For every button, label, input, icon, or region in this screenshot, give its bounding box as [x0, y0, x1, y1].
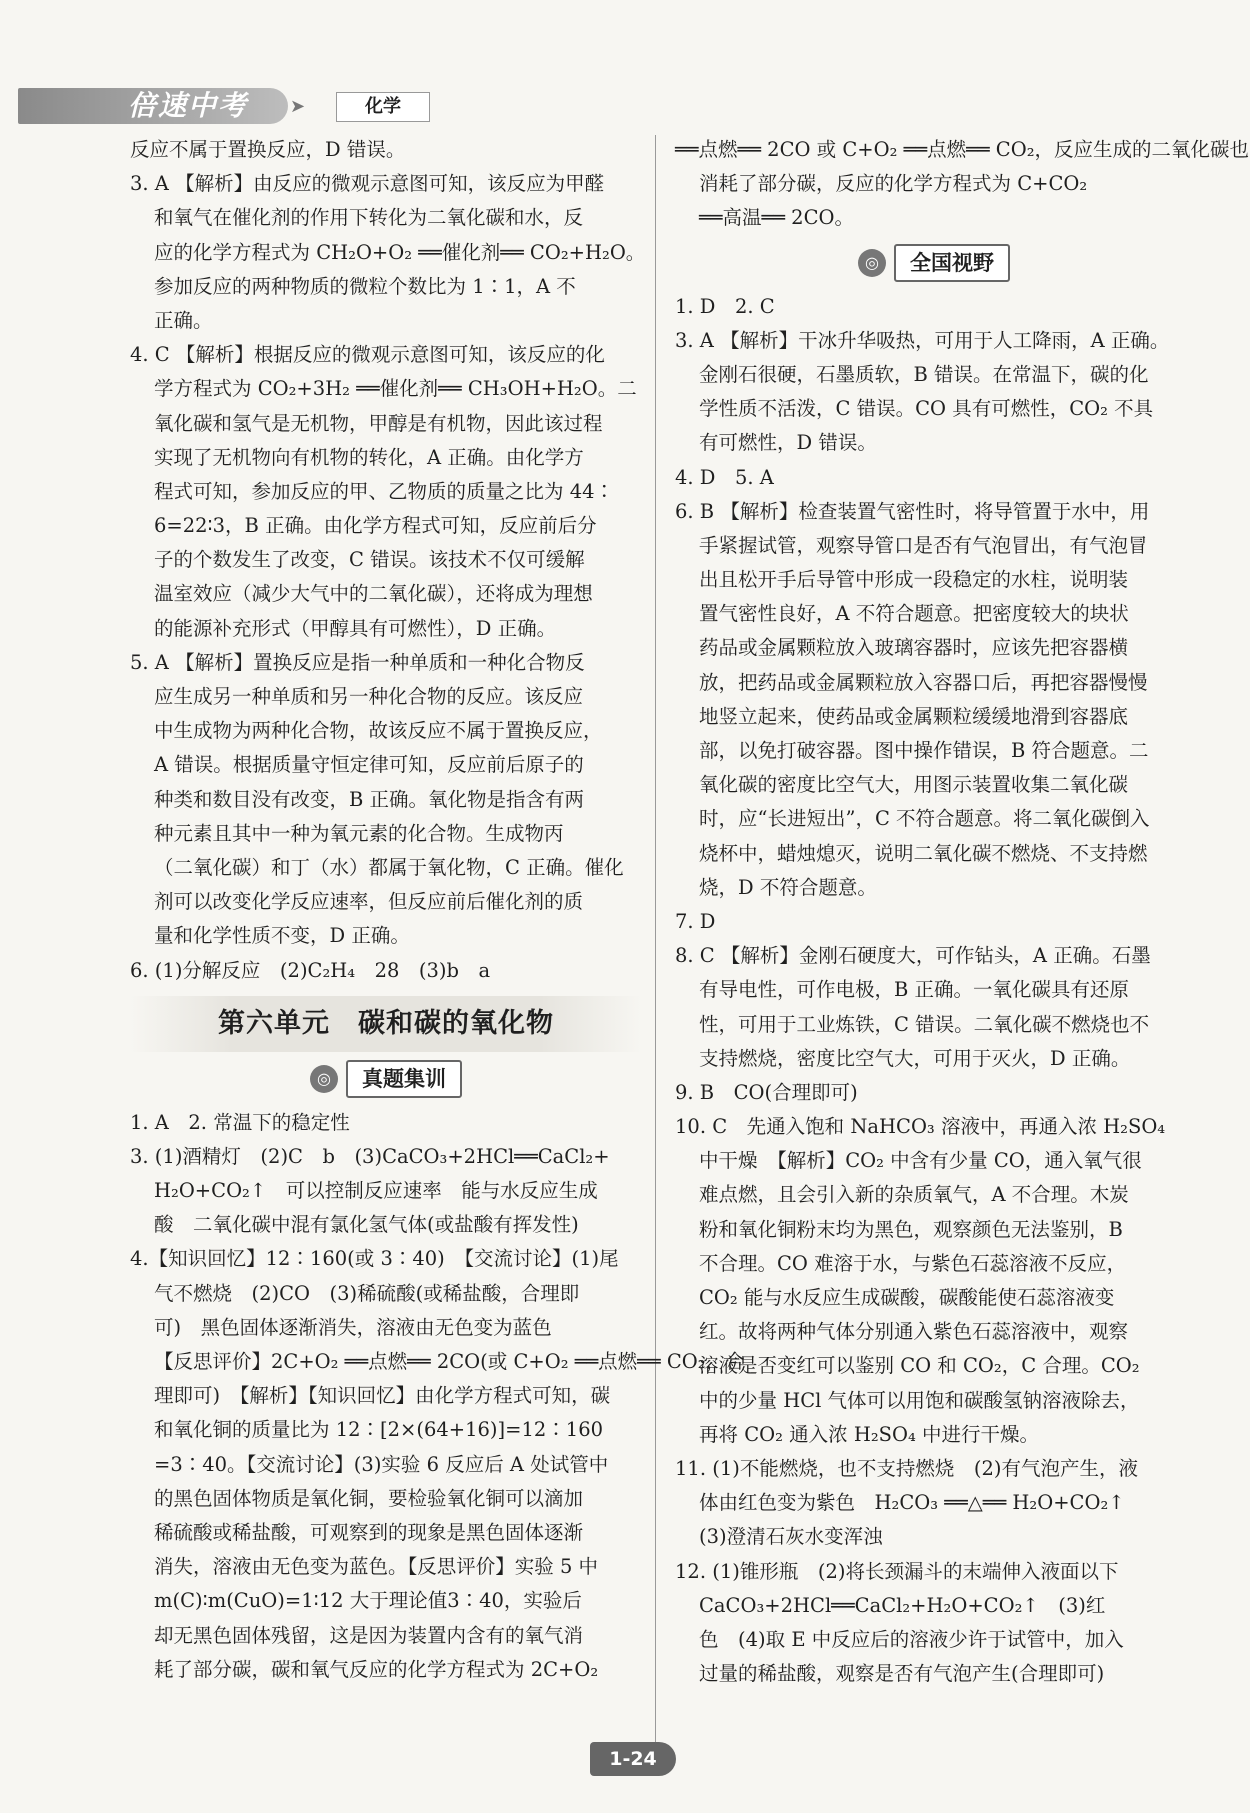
text-line: 学方程式为 CO₂+3H₂ ══催化剂══ CH₃OH+H₂O。二: [154, 377, 637, 401]
text-line: 稀硫酸或稀盐酸，可观察到的现象是黑色固体逐渐: [154, 1520, 584, 1544]
text-line: 地竖立起来，使药品或金属颗粒缓缓地滑到容器底: [699, 704, 1129, 728]
text-line: 色 (4)取 E 中反应后的溶液少许于试管中，加入: [699, 1627, 1124, 1651]
text-line: 支持燃烧，密度比空气大，可用于灭火，D 正确。: [699, 1046, 1131, 1070]
right-answers-continued: [675, 133, 1250, 236]
text-line: A 错误。根据质量守恒定律可知，反应前后原子的: [154, 753, 584, 777]
text-line: 可) 黑色固体逐渐消失，溶液由无色变为蓝色: [154, 1315, 552, 1339]
text-line: 体由红色变为紫色 H₂CO₃ ══△══ H₂O+CO₂↑: [699, 1491, 1125, 1515]
text-line: 应生成另一种单质和另一种化合物的反应。该反应: [154, 685, 584, 708]
text-line: (3)澄清石灰水变浑浊: [699, 1525, 883, 1549]
text-line: 消耗了部分碳，反应的化学方程式为 C+CO₂: [699, 172, 1088, 196]
text-line: 6. B 【解析】检查装置气密性时，将导管置于水中，用: [675, 499, 1150, 523]
text-line: H₂O+CO₂↑ 可以控制反应速率 能与水反应生成: [154, 1179, 598, 1203]
unit-title: 第六单元 碳和碳的氧化物: [130, 996, 642, 1052]
text-line: 粉和氧化铜粉末均为黑色，观察颜色无法鉴别，B: [699, 1217, 1123, 1241]
text-line: 难点燃，且会引入新的杂质氧气，A 不合理。木炭: [699, 1183, 1129, 1207]
text-line: 9. B CO(合理即可): [675, 1080, 858, 1104]
section-icon: ◎: [310, 1065, 338, 1093]
text-line: 4. D 5. A: [675, 465, 774, 489]
text-line: 6=22∶3，B 正确。由化学方程式可知，反应前后分: [154, 514, 597, 538]
text-line: 种类和数目没有改变，B 正确。氧化物是指含有两: [154, 787, 585, 811]
right-column: [675, 133, 1250, 1691]
brand-logo: 倍速中考: [18, 88, 288, 124]
left-answers: [130, 133, 646, 988]
text-line: 过量的稀盐酸，观察是否有气泡产生(合理即可): [699, 1662, 1105, 1686]
text-line: 6. (1)分解反应 (2)C₂H₄ 28 (3)b a: [130, 958, 491, 982]
text-line: 1. A 2. 常温下的稳定性: [130, 1110, 350, 1134]
text-line: 中的少量 HCl 气体可以用饱和碳酸氢钠溶液除去，: [699, 1388, 1140, 1412]
text-line: 和氧气在催化剂的作用下转化为二氧化碳和水，反: [154, 206, 584, 230]
text-line: 1. D 2. C: [675, 294, 775, 318]
text-line: =3∶40。【交流讨论】(3)实验 6 反应后 A 处试管中: [154, 1452, 609, 1476]
text-line: 5. A 【解析】置换反应是指一种单质和一种化合物反: [130, 650, 585, 674]
text-line: 3. (1)酒精灯 (2)C b (3)CaCO₃+2HCl══CaCl₂+: [130, 1144, 610, 1168]
text-line: 消失，溶液由无色变为蓝色。【反思评价】实验 5 中: [154, 1555, 599, 1579]
page-number: 1-24: [590, 1742, 676, 1776]
text-line: 中干燥 【解析】CO₂ 中含有少量 CO，通入氧气很: [699, 1149, 1142, 1173]
text-line: 气不燃烧 (2)CO (3)稀硫酸(或稀盐酸，合理即: [154, 1281, 580, 1305]
text-line: 有导电性，可作电极，B 正确。一氧化碳具有还原: [699, 978, 1130, 1002]
text-line: 不合理。CO 难溶于水，与紫色石蕊溶液不反应，: [699, 1251, 1127, 1275]
text-line: 时，应“长进短出”，C 不符合题意。将二氧化碳倒入: [699, 807, 1150, 831]
section-title: 真题集训: [346, 1060, 462, 1098]
text-line: 种元素且其中一种为氧元素的化合物。生成物丙: [154, 821, 564, 845]
text-line: （二氧化碳）和丁（水）都属于氧化物，C 正确。催化: [154, 855, 624, 879]
text-line: 金刚石很硬，石墨质软，B 错误。在常温下，碳的化: [699, 362, 1149, 386]
text-line: 红。故将两种气体分别通入紫色石蕊溶液中，观察: [699, 1320, 1129, 1344]
text-line: 性，可用于工业炼铁，C 错误。二氧化碳不燃烧也不: [699, 1012, 1150, 1036]
text-line: 放，把药品或金属颗粒放入容器口后，再把容器慢慢: [699, 670, 1148, 694]
page-header: [18, 88, 418, 128]
text-line: 【反思评价】2C+O₂ ══点燃══ 2CO(或 C+O₂ ══点燃══ CO₂，合: [154, 1350, 745, 1373]
text-line: 中生成物为两种化合物，故该反应不属于置换反应，: [154, 719, 603, 743]
text-line: 4.【知识回忆】12∶160(或 3∶40) 【交流讨论】(1)尾: [130, 1247, 619, 1271]
text-line: 却无黑色固体残留，这是因为装置内含有的氧气消: [154, 1623, 584, 1647]
text-line: 温室效应（减少大气中的二氧化碳），还将成为理想: [154, 582, 593, 606]
text-line: 学性质不活泼，C 错误。CO 具有可燃性，CO₂ 不具: [699, 397, 1154, 421]
text-line: 12. (1)锥形瓶 (2)将长颈漏斗的末端伸入液面以下: [675, 1559, 1119, 1583]
section-icon: ◎: [858, 249, 886, 277]
text-line: m(C)∶m(CuO)=1∶12 大于理论值3∶40，实验后: [154, 1589, 582, 1613]
text-line: 氧化碳的密度比空气大，用图示装置收集二氧化碳: [699, 773, 1129, 797]
text-line: 11. (1)不能燃烧，也不支持燃烧 (2)有气泡产生，液: [675, 1456, 1138, 1480]
text-line: 3. A 【解析】干冰升华吸热，可用于人工降雨，A 正确。: [675, 328, 1170, 352]
text-line: CaCO₃+2HCl══CaCl₂+H₂O+CO₂↑ (3)红: [699, 1593, 1106, 1617]
section-title: 全国视野: [894, 244, 1010, 282]
text-line: 部，以免打破容器。图中操作错误，B 符合题意。二: [699, 739, 1149, 762]
text-line: 量和化学性质不变，D 正确。: [154, 924, 410, 948]
text-line: CO₂ 能与水反应生成碳酸，碳酸能使石蕊溶液变: [699, 1286, 1115, 1309]
text-line: 8. C 【解析】金刚石硬度大，可作钻头，A 正确。石墨: [675, 944, 1151, 968]
text-line: 和氧化铜的质量比为 12∶[2×(64+16)]=12∶160: [154, 1418, 604, 1442]
text-line: 理即可) 【解析】【知识回忆】由化学方程式可知，碳: [154, 1384, 611, 1408]
right-answers: [675, 290, 1193, 1692]
text-line: ══高温══ 2CO。: [699, 206, 854, 230]
text-line: 耗了部分碳，碳和氧气反应的化学方程式为 2C+O₂: [154, 1657, 599, 1681]
text-line: 正确。: [154, 308, 213, 332]
text-line: 氧化碳和氢气是无机物，甲醇是有机物，因此该过程: [154, 411, 603, 435]
subject-label: 化学: [336, 92, 430, 122]
text-line: 应的化学方程式为 CH₂O+O₂ ══催化剂══ CO₂+H₂O。: [154, 240, 646, 264]
left-answers-unit6: [130, 1106, 745, 1687]
text-line: 置气密性良好，A 不符合题意。把密度较大的块状: [699, 602, 1129, 626]
text-line: 10. C 先通入饱和 NaHCO₃ 溶液中，再通入浓 H₂SO₄: [675, 1115, 1166, 1139]
column-divider: [655, 135, 656, 1775]
text-line: 程式可知，参加反应的甲、乙物质的质量之比为 44∶: [154, 479, 615, 503]
section-banner-quanguo: [675, 240, 1193, 286]
text-line: 烧杯中，蜡烛熄灭，说明二氧化碳不燃烧、不支持燃: [699, 841, 1148, 865]
text-line: 4. C 【解析】根据反应的微观示意图可知，该反应的化: [130, 343, 605, 367]
text-line: 子的个数发生了改变，C 错误。该技术不仅可缓解: [154, 548, 585, 572]
text-line: 反应不属于置换反应，D 错误。: [130, 138, 406, 161]
arrow-icon: ➤: [290, 96, 306, 117]
text-line: 烧，D 不符合题意。: [699, 875, 877, 899]
text-line: 再将 CO₂ 通入浓 H₂SO₄ 中进行干燥。: [699, 1422, 1040, 1446]
text-line: 酸 二氧化碳中混有氯化氢气体(或盐酸有挥发性): [154, 1213, 579, 1237]
text-line: 出且松开手后导管中形成一段稳定的水柱，说明装: [699, 568, 1129, 592]
text-line: 参加反应的两种物质的微粒个数比为 1∶1，A 不: [154, 274, 576, 298]
text-line: 的黑色固体物质是氧化铜，要检验氧化铜可以滴加: [154, 1486, 584, 1510]
text-line: 溶液是否变红可以鉴别 CO 和 CO₂，C 合理。CO₂: [699, 1354, 1140, 1378]
text-line: 有可燃性，D 错误。: [699, 431, 877, 455]
text-line: 剂可以改变化学反应速率，但反应前后催化剂的质: [154, 890, 584, 914]
section-banner-zhenti: [130, 1056, 642, 1102]
text-line: 手紧握试管，观察导管口是否有气泡冒出，有气泡冒: [699, 533, 1148, 557]
text-line: 药品或金属颗粒放入玻璃容器时，应该先把容器横: [699, 636, 1129, 660]
text-line: 的能源补充形式（甲醇具有可燃性），D 正确。: [154, 616, 557, 640]
text-line: 7. D: [675, 909, 716, 933]
text-line: ══点燃══ 2CO 或 C+O₂ ══点燃══ CO₂，反应生成的二氧化碳也: [675, 138, 1250, 161]
text-line: 实现了无机物向有机物的转化，A 正确。由化学方: [154, 445, 584, 469]
text-line: 3. A 【解析】由反应的微观示意图可知，该反应为甲醛: [130, 172, 605, 196]
